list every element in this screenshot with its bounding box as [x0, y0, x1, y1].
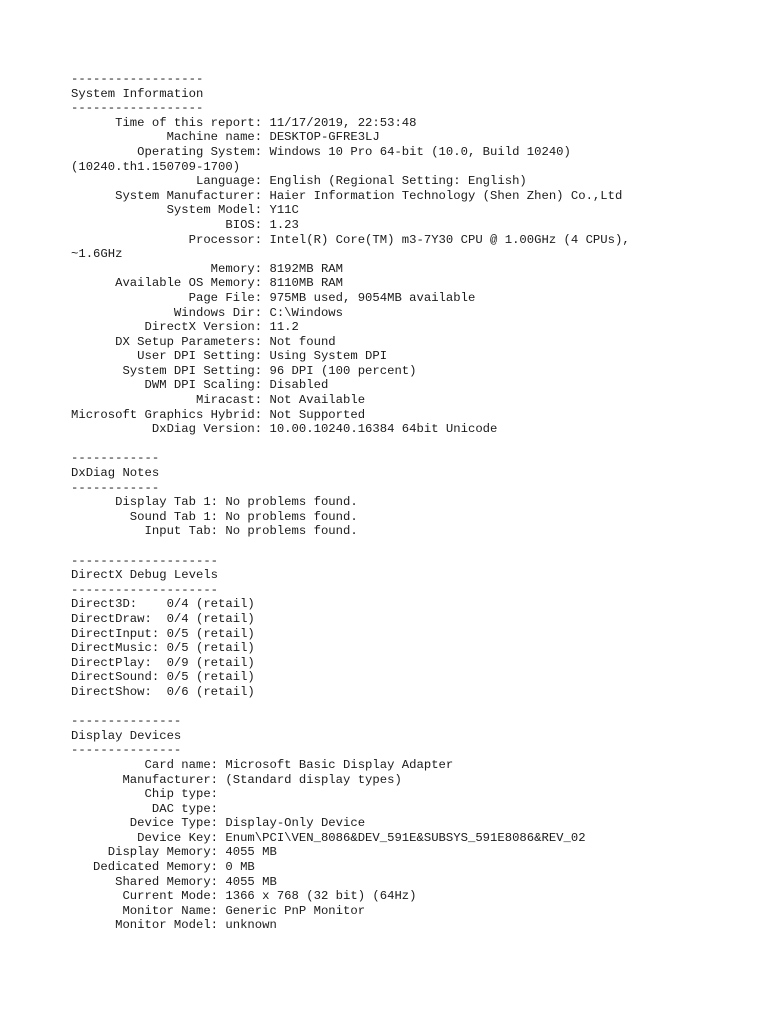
report-line: DirectSound: 0/5 (retail)	[71, 670, 255, 685]
report-line: ------------	[71, 480, 160, 495]
report-line: Time of this report: 11/17/2019, 22:53:48	[71, 115, 417, 130]
report-line: DirectInput: 0/5 (retail)	[71, 626, 255, 641]
report-line: Miracast: Not Available	[71, 393, 366, 408]
report-line	[71, 437, 630, 452]
report-line: Monitor Name: Generic PnP Monitor	[71, 903, 366, 918]
report-line: Input Tab: No problems found.	[71, 524, 358, 539]
report-line: Page File: 975MB used, 9054MB available	[71, 290, 476, 305]
report-line: Dedicated Memory: 0 MB	[71, 860, 255, 875]
report-line: ~1.6GHz	[71, 247, 123, 262]
report-line: Device Type: Display-Only Device	[71, 816, 366, 831]
report-line: System Information	[71, 86, 204, 101]
report-line: System Model: Y11C	[71, 203, 299, 218]
report-line: ---------------	[71, 714, 182, 729]
report-line: DirectPlay: 0/9 (retail)	[71, 655, 255, 670]
report-line: Operating System: Windows 10 Pro 64-bit (10.0, Build 10240)	[71, 144, 571, 159]
report-line: System Manufacturer: Haier Information Technology (Shen Zhen) Co.,Ltd	[71, 188, 623, 203]
report-line: Microsoft Graphics Hybrid: Not Supported	[71, 407, 366, 422]
report-line: DxDiag Notes	[71, 466, 160, 481]
report-line	[71, 539, 630, 554]
report-line: Windows Dir: C:\Windows	[71, 305, 343, 320]
report-line: ---------------	[71, 743, 182, 758]
report-line: Device Key: Enum\PCI\VEN_8086&DEV_591E&SUBSYS_591E8086&REV_02	[71, 830, 586, 845]
report-line: DirectDraw: 0/4 (retail)	[71, 611, 255, 626]
report-line	[71, 700, 630, 715]
report-line: DX Setup Parameters: Not found	[71, 334, 336, 349]
report-line: Available OS Memory: 8110MB RAM	[71, 276, 343, 291]
report-line: Display Devices	[71, 728, 182, 743]
report-line: ------------------	[71, 72, 204, 86]
report-line: --------------------	[71, 553, 219, 568]
report-line: DAC type:	[71, 801, 226, 816]
report-line: DirectMusic: 0/5 (retail)	[71, 641, 255, 656]
report-line: BIOS: 1.23	[71, 217, 299, 232]
report-line: Memory: 8192MB RAM	[71, 261, 343, 276]
dxdiag-report-text	[71, 72, 630, 933]
report-line: DirectShow: 0/6 (retail)	[71, 684, 255, 699]
report-line: Manufacturer: (Standard display types)	[71, 772, 402, 787]
report-line: ------------	[71, 451, 160, 466]
report-line: System DPI Setting: 96 DPI (100 percent)	[71, 363, 417, 378]
report-line: Processor: Intel(R) Core(TM) m3-7Y30 CPU @ 1.00GHz (4 CPUs),	[71, 232, 630, 247]
report-line: (10240.th1.150709-1700)	[71, 159, 241, 174]
report-line: ------------------	[71, 101, 204, 116]
report-line: Machine name: DESKTOP-GFRE3LJ	[71, 130, 380, 145]
report-line: Card name: Microsoft Basic Display Adapter	[71, 757, 454, 772]
report-line: Display Memory: 4055 MB	[71, 845, 277, 860]
report-line: Chip type:	[71, 787, 226, 802]
report-line: Sound Tab 1: No problems found.	[71, 509, 358, 524]
report-line: Display Tab 1: No problems found.	[71, 495, 358, 510]
report-line: DirectX Debug Levels	[71, 568, 219, 583]
report-line: --------------------	[71, 582, 219, 597]
report-line: Language: English (Regional Setting: English)	[71, 174, 527, 189]
report-line: Shared Memory: 4055 MB	[71, 874, 277, 889]
report-line: DxDiag Version: 10.00.10240.16384 64bit Unicode	[71, 422, 498, 437]
report-line: Monitor Model: unknown	[71, 918, 277, 933]
report-line: DirectX Version: 11.2	[71, 320, 299, 335]
report-line: DWM DPI Scaling: Disabled	[71, 378, 329, 393]
report-line: Direct3D: 0/4 (retail)	[71, 597, 255, 612]
report-line: Current Mode: 1366 x 768 (32 bit) (64Hz)	[71, 889, 417, 904]
report-line: User DPI Setting: Using System DPI	[71, 349, 388, 364]
